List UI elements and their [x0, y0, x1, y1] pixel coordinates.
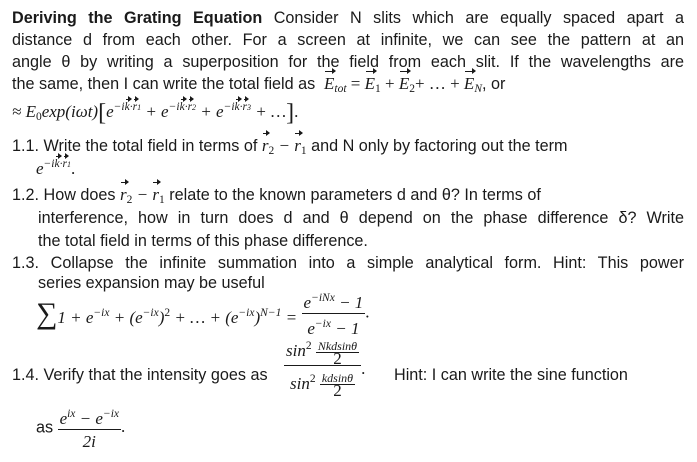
- intro-line-2: distance d from each other. For a screen at infinite, we can see the pattern at an: [12, 31, 684, 49]
- intro-line-1: [12, 7, 684, 29]
- question-number-1-1: 1.1.: [12, 137, 40, 155]
- intro-line-3: angle θ by writing a superposition for the field from each slit. If the wavelengths are: [12, 53, 684, 71]
- series-expansion-equation: $\sum 1 + e^{-ix} + (e^{-ix})^2$ + … + $(e^{-ix})^{N-1}$ = $\frac{e^{-iNx} - 1}{e^{-ix} - 1}$ .: [36, 288, 370, 339]
- sine-identity: as $\frac{e^{ix} - e^{-ix}}{2i}$ .: [36, 408, 126, 451]
- question-1-3-line-2: series expansion may be useful: [38, 274, 265, 292]
- question-1-3-line-1: 1.3. Collapse the infinite summation into a simple analytical form. Hint: This power: [12, 254, 684, 272]
- intro-text-1: Consider N slits which are equally spaced apart a: [262, 9, 684, 27]
- total-field-equation-rendered: $E_{tot} = E_1 + E_2+$ … + $E_N$: [323, 74, 482, 95]
- intensity-fraction: $\sin^2$ $\frac{\text{Nkdsinθ}}{2}$ $\sin^2$ $\frac{kdsin\theta}{2}$ .: [286, 338, 366, 401]
- question-1-1: 1.1. Write the total field in terms of $r_2 - r_1$ and N only by factoring out the term: [12, 136, 568, 157]
- question-1-4-text: Verify that the intensity goes as: [43, 366, 268, 384]
- intro-text-4-tail: , or: [481, 75, 506, 93]
- question-1-2-line-3: the total field in terms of this phase difference.: [38, 232, 368, 250]
- as-label: as: [36, 418, 54, 437]
- question-1-2-line-2: interference, how in turn does d and θ depend on the phase difference δ? Write: [38, 209, 684, 227]
- intro-line-4: [12, 73, 684, 100]
- expansion-equation: ≈ $E_0\exp(i\omega t)[e^{-ik\cdot r1} + e^{-ik\cdot r2} + e^{-ik\cdot r3}$ + …].: [12, 100, 299, 126]
- question-number-1-4: 1.4.: [12, 366, 40, 384]
- question-1-2-line-1: 1.2. How does $r_2 - r_1$ relate to the known parameters d and θ? In terms of: [12, 185, 541, 206]
- question-1-4: [12, 364, 268, 386]
- factor-term: $e^{-ik\cdot r1}$.: [36, 158, 76, 178]
- question-number-1-2: 1.2.: [12, 186, 40, 204]
- heading: Deriving the Grating Equation: [12, 9, 263, 27]
- intro-text-4: the same, then I can write the total field as: [12, 75, 316, 93]
- question-number-1-3: 1.3.: [12, 254, 40, 272]
- series-result-fraction: $\frac{e^{-iNx} - 1}{e^{-ix} - 1}$: [303, 292, 364, 338]
- question-1-4-hint: Hint: I can write the sine function: [394, 366, 628, 384]
